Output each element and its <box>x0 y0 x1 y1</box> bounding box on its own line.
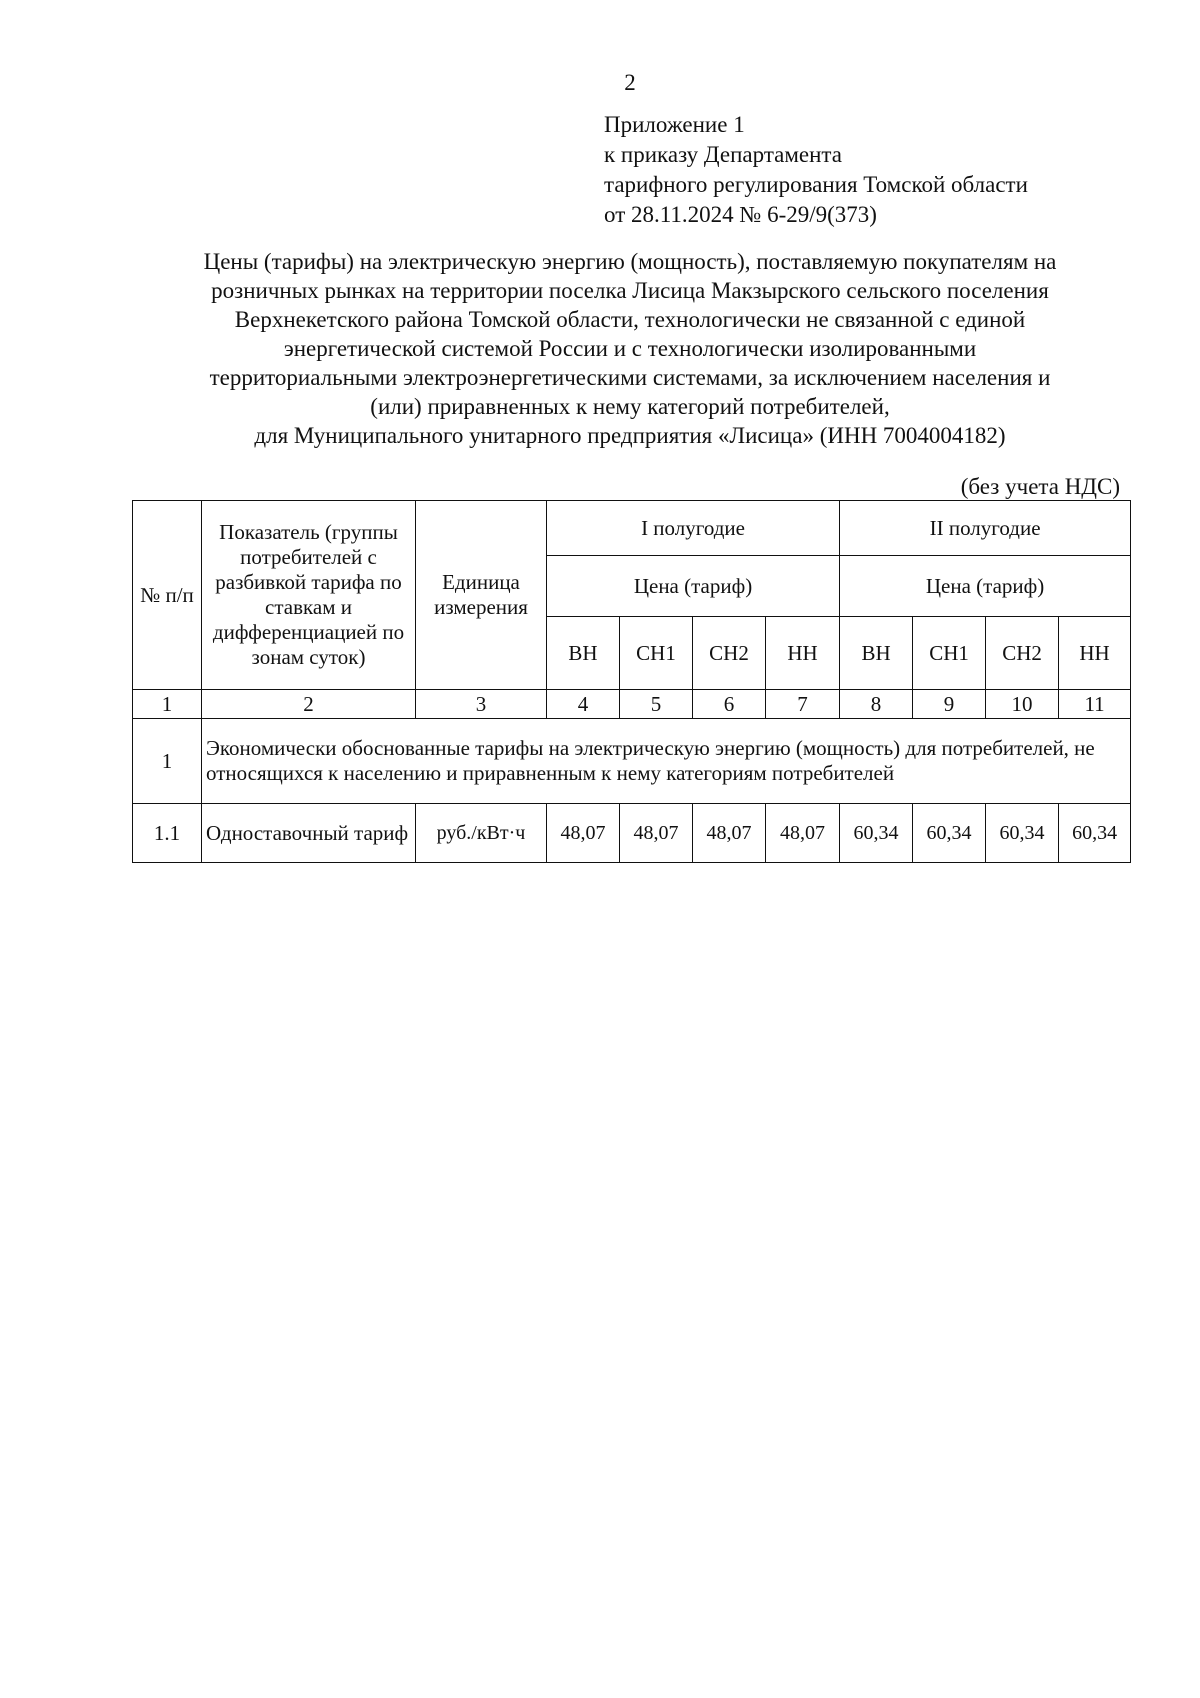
title-line: Верхнекетского района Томской области, технологически не связанной с единой <box>234 307 1026 332</box>
header-half-2: II полугодие <box>840 501 1131 556</box>
header-level: СН2 <box>986 617 1059 690</box>
price-cell: 60,34 <box>1059 804 1131 863</box>
column-number: 3 <box>416 690 547 719</box>
row-num: 1.1 <box>133 804 202 863</box>
section-text: Экономически обоснованные тарифы на электрическую энергию (мощность) для потребителей, не относящихся к населению и приравненным к нему категориям потребителей <box>202 719 1131 804</box>
row-name: Одноставочный тариф <box>202 804 416 863</box>
column-number: 2 <box>202 690 416 719</box>
header-level: СН1 <box>620 617 693 690</box>
price-cell: 48,07 <box>620 804 693 863</box>
vat-note: (без учета НДС) <box>960 474 1120 499</box>
column-number: 4 <box>547 690 620 719</box>
header-level: НН <box>1059 617 1131 690</box>
section-row <box>133 719 1131 804</box>
price-cell: 48,07 <box>693 804 766 863</box>
appendix-line: тарифного регулирования Томской области <box>604 172 1028 197</box>
price-cell: 60,34 <box>840 804 913 863</box>
header-half-1: I полугодие <box>547 501 840 556</box>
appendix-line: Приложение 1 <box>604 112 745 137</box>
tariff-table <box>132 500 1131 863</box>
appendix-line: от 28.11.2024 № 6-29/9(373) <box>604 202 877 227</box>
header-level: ВН <box>547 617 620 690</box>
price-cell: 60,34 <box>986 804 1059 863</box>
title-line: Цены (тарифы) на электрическую энергию (мощность), поставляемую покупателям на <box>203 249 1057 274</box>
title-line: территориальными электроэнергетическими системами, за исключением населения и <box>209 365 1051 390</box>
header-level: СН2 <box>693 617 766 690</box>
header-num: № п/п <box>133 501 202 690</box>
header-level: ВН <box>840 617 913 690</box>
header-level: НН <box>766 617 840 690</box>
price-cell: 48,07 <box>766 804 840 863</box>
title-line: розничных рынках на территории поселка Лисица Макзырского сельского поселения <box>211 278 1049 303</box>
page-number: 2 <box>624 70 636 95</box>
header-price: Цена (тариф) <box>547 556 840 617</box>
header-row <box>133 501 1131 556</box>
table-row <box>133 804 1131 863</box>
column-number: 1 <box>133 690 202 719</box>
title-line: (или) приравненных к нему категорий потребителей, <box>370 394 890 419</box>
header-indicator: Показатель (группы потребителей с разбивкой тарифа по ставкам и дифференциацией по зонам суток) <box>202 501 416 690</box>
title-line: для Муниципального унитарного предприятия «Лисица» (ИНН 7004004182) <box>254 423 1006 448</box>
price-cell: 60,34 <box>913 804 986 863</box>
header-price: Цена (тариф) <box>840 556 1131 617</box>
title-line: энергетической системой России и с технологически изолированными <box>283 336 977 361</box>
row-unit: руб./кВт·ч <box>416 804 547 863</box>
column-number: 5 <box>620 690 693 719</box>
column-number: 8 <box>840 690 913 719</box>
document-title <box>120 247 1140 450</box>
appendix-line: к приказу Департамента <box>604 142 842 167</box>
header-level: СН1 <box>913 617 986 690</box>
column-number: 11 <box>1059 690 1131 719</box>
appendix-header <box>604 110 1028 230</box>
price-cell: 48,07 <box>547 804 620 863</box>
section-num: 1 <box>133 719 202 804</box>
column-number: 9 <box>913 690 986 719</box>
column-number-row <box>133 690 1131 719</box>
column-number: 7 <box>766 690 840 719</box>
column-number: 6 <box>693 690 766 719</box>
column-number: 10 <box>986 690 1059 719</box>
header-unit: Единица измерения <box>416 501 547 690</box>
